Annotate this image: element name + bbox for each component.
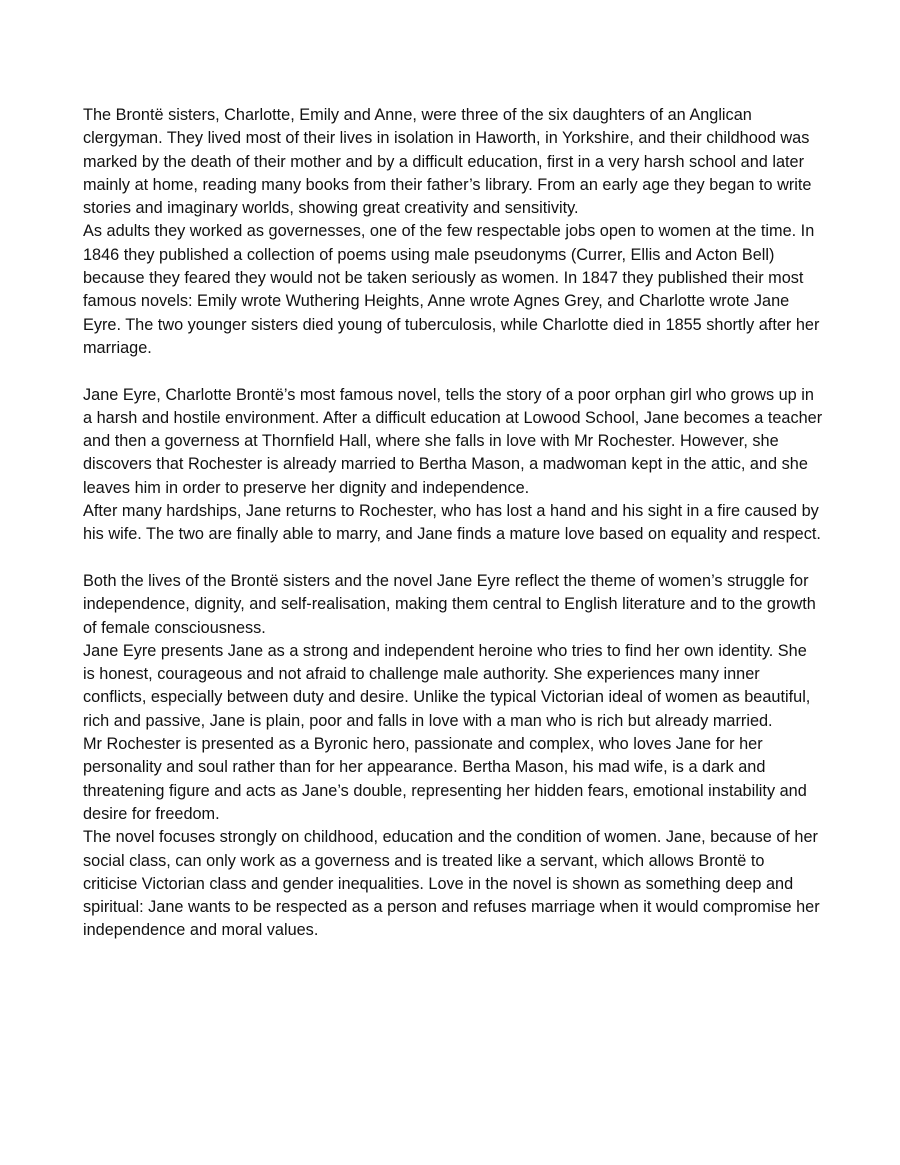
paragraph-jane-eyre-story: Jane Eyre, Charlotte Brontë’s most famous novel, tells the story of a poor orphan girl who grows up in a harsh and hostile environment. After a difficult education at Lowood School, Jane becomes a teacher and then a governess at Thornfield Hall, where she falls in love with Mr Rochester. However, she discovers that Rochester is already married to Bertha Mason, a madwoman kept in the attic, and she leaves him in order to preserve her dignity and independence. [83, 385, 823, 497]
paragraph-novel-focus: The novel focuses strongly on childhood, education and the condition of women. Jane, because of her social class, can only work as a governess and is treated like a servant, which allows Brontë to criticise Victorian class and gender inequalities. Love in the novel is shown as something deep and spiritual: Jane wants to be respected as a person and refuses marriage when it would compromise her independence and moral values. [83, 828, 820, 940]
paragraph-spacer [83, 547, 823, 570]
paragraph-jane-heroine: Jane Eyre presents Jane as a strong and independent heroine who tries to find her own identity. She is honest, courageous and not afraid to challenge male authority. She experiences many inner conflicts, especially between duty and desire. Unlike the typical Victorian ideal of women as beautiful, rich and passive, Jane is plain, poor and falls in love with a man who is rich but already married. [83, 641, 811, 730]
paragraph-rochester-bertha: Mr Rochester is presented as a Byronic hero, passionate and complex, who loves Jane for her personality and soul rather than for her appearance. Bertha Mason, his mad wife, is a dark and threatening figure and acts as Jane’s double, representing her hidden fears, emotional instability and desire for freedom. [83, 735, 807, 823]
section-bronte-sisters [83, 104, 823, 360]
document-page [83, 104, 823, 943]
section-jane-eyre-plot [83, 384, 823, 547]
paragraph-bronte-adulthood: As adults they worked as governesses, one of the few respectable jobs open to women at the time. In 1846 they published a collection of poems using male pseudonyms (Currer, Ellis and Acton Bell) because they feared they would not be taken seriously as women. In 1847 they published their most famous novels: Emily wrote Wuthering Heights, Anne wrote Agnes Grey, and Charlotte wrote Jane Eyre. The two younger sisters died young of tuberculosis, while Charlotte died in 1855 shortly after her marriage. [83, 222, 820, 357]
paragraph-womens-struggle: Both the lives of the Brontë sisters and the novel Jane Eyre reflect the theme of women’s struggle for independence, dignity, and self-realisation, making them central to English literature and to the growth of female consciousness. [83, 571, 816, 637]
paragraph-jane-eyre-ending: After many hardships, Jane returns to Rochester, who has lost a hand and his sight in a fire caused by his wife. The two are finally able to marry, and Jane finds a mature love based on equality and respect. [83, 502, 821, 544]
section-themes [83, 570, 823, 943]
paragraph-spacer [83, 360, 823, 383]
paragraph-bronte-childhood: The Brontë sisters, Charlotte, Emily and Anne, were three of the six daughters of an Anglican clergyman. They lived most of their lives in isolation in Haworth, in Yorkshire, and their childhood was marked by the death of their mother and by a difficult education, first in a very harsh school and later mainly at home, reading many books from their father’s library. From an early age they began to write stories and imaginary worlds, showing great creativity and sensitivity. [83, 106, 812, 218]
